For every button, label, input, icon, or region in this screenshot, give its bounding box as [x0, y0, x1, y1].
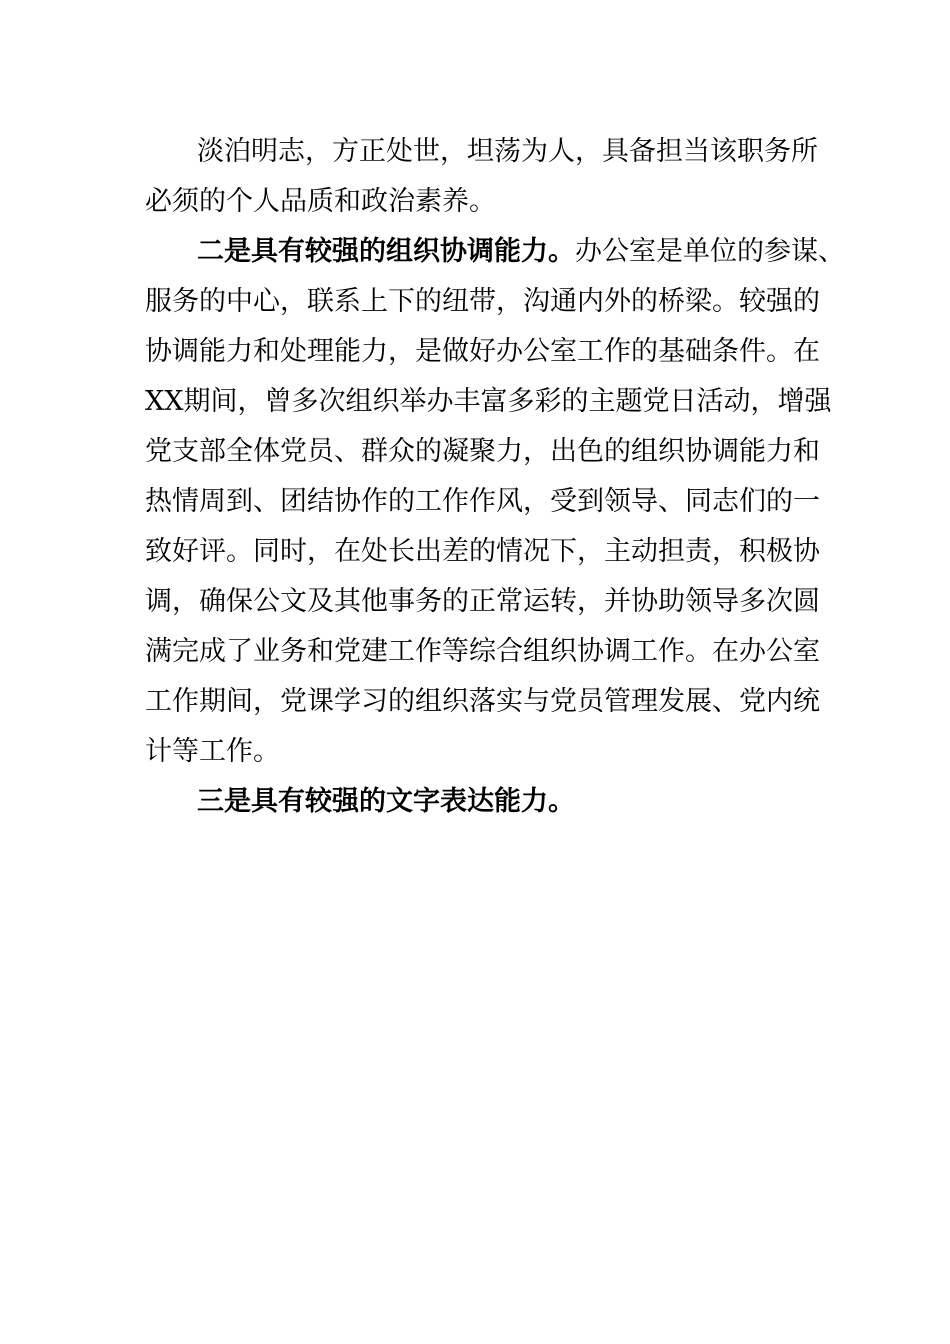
paragraph-2-line-7: 致 好 评 。 同 时 ， 在 处 长 出 差 的 情 况 下 ， 主 动 担 责 ， 积 极 协: [145, 536, 820, 567]
paragraph-3-heading: 三是具有较强的文字表达能力。: [197, 786, 575, 817]
paragraph-2-heading: 二是具有较强的组织协调能力。: [197, 236, 575, 267]
paragraph-2-line-10: 工 作 期 间 ， 党 课 学 习 的 组 织 落 实 与 党 员 管 理 发 展 、 党 内 统: [145, 686, 820, 717]
paragraph-2-line-9: 满 完 成 了 业 务 和 党 建 工 作 等 综 合 组 织 协 调 工 作 。 在 办 公 室: [145, 636, 820, 667]
paragraph-2-line-8: 调 ， 确 保 公 文 及 其 他 事 务 的 正 常 运 转 ， 并 协 助 领 导 多 次 圆: [145, 586, 820, 617]
paragraph-2-line-2: 服 务 的 中 心 ， 联 系 上 下 的 纽 带 ， 沟 通 内 外 的 桥 梁 。 较 强 的: [145, 286, 820, 317]
paragraph-2-line-1: [197, 232, 845, 272]
paragraph-1-line-2: 必须的个人品质和政治素养。: [145, 186, 496, 217]
paragraph-2-line-6: 热 情 周 到 、 团 结 协 作 的 工 作 作 风 ， 受 到 领 导 、 同 志 们 的 一: [145, 486, 820, 517]
paragraph-1-line-1: 淡 泊 明 志 ， 方 正 处 世 ， 坦 荡 为 人 ， 具 备 担 当 该 职 务 所: [197, 136, 818, 167]
paragraph-2-line-4: XX 期 间 ， 曾 多 次 组 织 举 办 丰 富 多 彩 的 主 题 党 日 活 动 ， 增 强: [145, 386, 832, 417]
paragraph-2-line-11: 计等工作。: [145, 736, 280, 767]
paragraph-2-line-1-text: 办公室是单位的参谋、: [575, 236, 845, 267]
paragraph-2-line-3: 协 调 能 力 和 处 理 能 力 ， 是 做 好 办 公 室 工 作 的 基 础 条 件 。 在: [145, 336, 820, 367]
paragraph-2-line-5: 党 支 部 全 体 党 员 、 群 众 的 凝 聚 力 ， 出 色 的 组 织 协 调 能 力 和: [145, 436, 820, 467]
